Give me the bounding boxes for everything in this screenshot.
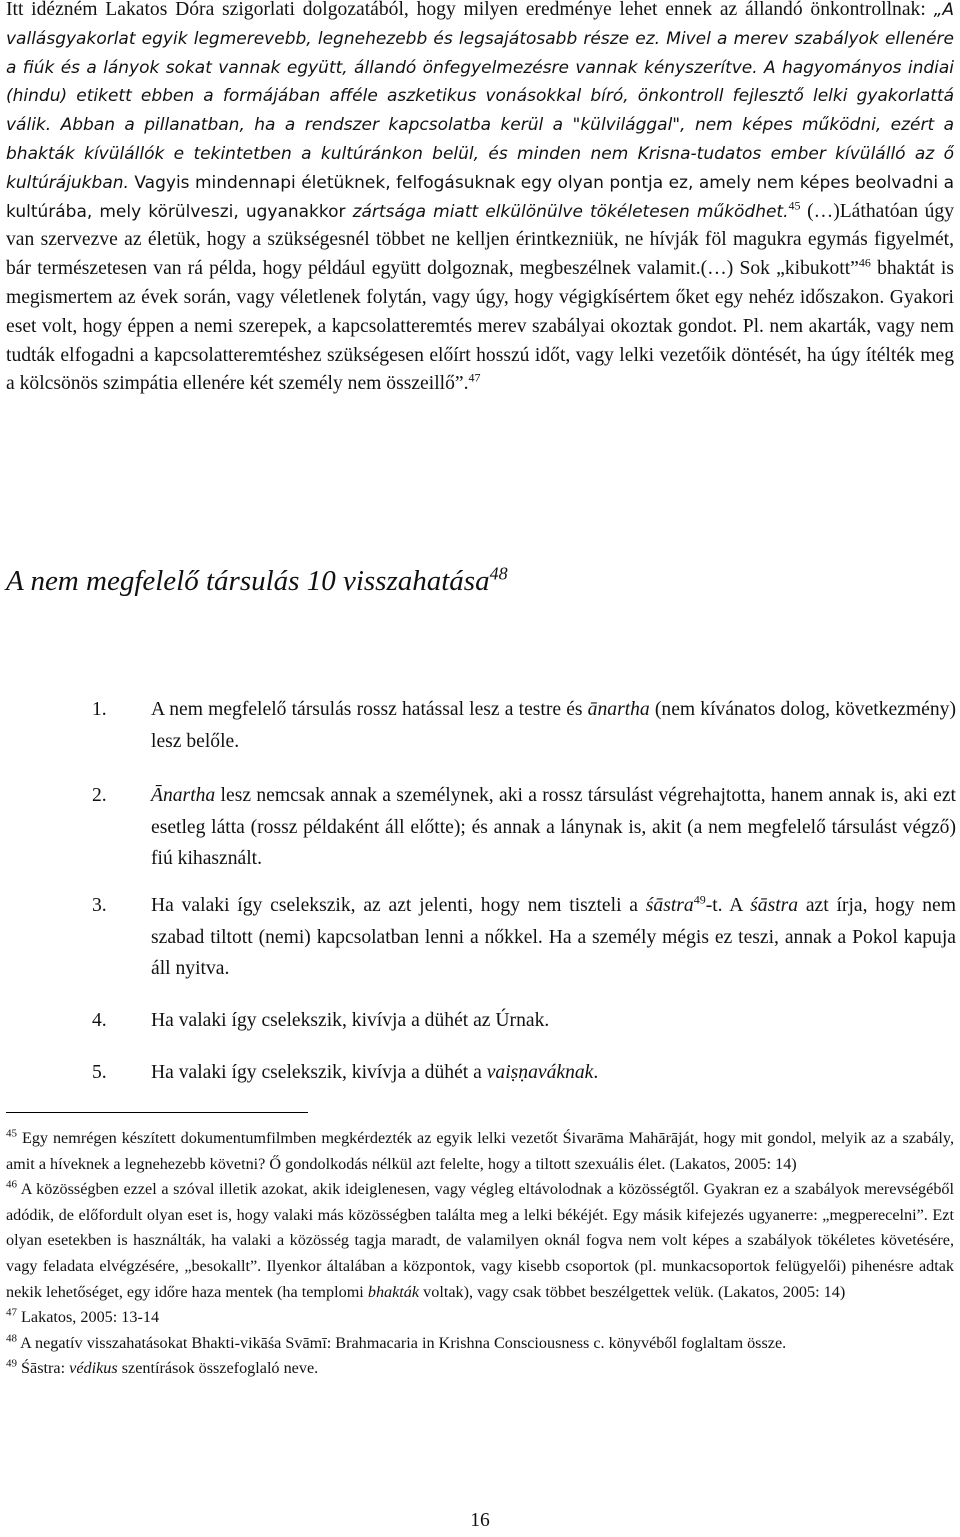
list-item: [92, 890, 956, 985]
list-item-number: 4.: [92, 1010, 107, 1031]
footnote-49: $^{49}$ Śāstra: védikus szentírások összefoglaló neve.: [6, 1357, 319, 1378]
list-item-text: Ha valaki így cselekszik, az azt jelenti, hogy nem tiszteli a śāstra$^{49}$-t. A śāstra azt írja, hogy nem szabad tiltott (nemi) kapcsolatban lenni a nőkkel. Ha a személy mégis ez teszi, annak a Pokol kapuja áll nyitva.: [151, 892, 956, 979]
footnotes: [6, 1126, 954, 1382]
footnote-45: $^{45}$ Egy nemrégen készített dokumentumfilmben megkérdezték az egyik lelki vezetőt Śivarāma Mahārāját, hogy mit gondol, melyik az a szabály, amit a híveknek a legnehezebb követni? Ő gondolkodás nélkül azt felelte, hogy a tiltott szexuális élet. (Lakatos, 2005: 14): [6, 1127, 954, 1173]
list-item-text: Ānartha lesz nemcsak annak a személynek, aki a rossz társulást végrehajtotta, hanem annak is, aki ezt esetleg látta (rossz példaként áll előtte); és annak a lánynak is, akit (a nem megfelelő társulást végző) fiú kihasznált.: [151, 785, 956, 869]
footnote-47: $^{47}$ Lakatos, 2005: 13-14: [6, 1306, 160, 1327]
body-paragraph: [6, 0, 954, 399]
quotation-part-2: Vagyis mindennapi életüknek, felfogásuknak egy olyan pontja ez, amely nem képes beolvadni a kultúrába, mely körülveszi, ugyanakkor: [6, 172, 954, 222]
list-item: [92, 1005, 956, 1037]
list-item-text: Ha valaki így cselekszik, kivívja a dühét az Úrnak.: [151, 1010, 550, 1031]
section-heading-text: A nem megfelelő társulás 10 visszahatása: [6, 565, 490, 597]
intro-text: Itt idézném Lakatos Dóra szigorlati dolgozatából, hogy milyen eredménye lehet ennek az állandó önkontrollnak:: [6, 0, 934, 20]
footnote-ref-45[interactable]: 45: [788, 198, 801, 213]
footnote-ref-48[interactable]: 48: [489, 563, 508, 584]
list-item: [92, 1057, 956, 1089]
page-number: 16: [470, 1510, 490, 1531]
footnote-ref-49[interactable]: 49: [693, 892, 706, 907]
footnote-48: $^{48}$ A negatív visszahatásokat Bhakti-vikāśa Svāmī: Brahmacaria in Krishna Consciousness c. könyvéből foglaltam össze.: [6, 1332, 787, 1352]
list-item-number: 3.: [92, 895, 107, 916]
footnote-46: $^{46}$ A közösségben ezzel a szóval illetik azokat, akik ideiglenesen, vagy végleg eltávolodnak a közösségtől. Gyakran ez a szabályok merevségéből adódik, de előfordult olyan eset is, hogy valaki más közösségben találta meg a lelki békéjét. Egy másik kifejezés ugyanerre: „megperecelni”. Ezt olyan esetekben is használták, ha valaki a közösség tagja maradt, de valamilyen oknál fogva nem volt képes a szabályok tökéletes követésére, vagy feladata elvégzésére, „besokallt”. Ilyenkor általában a központok, vagy kisebb csoportok (pl. munkacsoportok felügyelői) pihenésre adtak nekik lehetőséget, egy időre haza mentek (ha templomi bhakták voltak), vagy csak többet beszélgettek velük. (Lakatos, 2005: 14): [6, 1178, 954, 1301]
list-item: [92, 694, 956, 757]
section-heading: [6, 562, 508, 600]
list-item-text: Ha valaki így cselekszik, kivívja a dühét a vaiṣṇaváknak.: [151, 1062, 599, 1083]
quotation-part-3: zártsága miatt elkülönülve tökéletesen működhet.: [352, 201, 789, 222]
footnote-ref-46[interactable]: 46: [858, 255, 871, 270]
list-item-number: 2.: [92, 785, 107, 806]
quotation-part-1: „A vallásgyakorlat egyik legmerevebb, legnehezebb és legsajátosabb része ez. Mivel a merev szabályok ellenére a fiúk és a lányok sokat vannak együtt, állandó önfegyelmezésre vannak kényszerítve. A hagyományos indiai (hindu) etikett ebben a formájában afféle aszketikus vonásokkal bíró, önkontroll fejlesztő lelki gyakorlattá válik. Abban a pillanatban, ha a rendszer kapcsolatba kerül a "külvilággal", nem képes működni, ezért a bhakták kívülállók e tekintetben a kultúránkon belül, és minden nem Krisna-tudatos ember kívülálló az ő kultúrájukban.: [6, 0, 954, 193]
footnote-ref-47[interactable]: 47: [468, 370, 481, 385]
quotation-part-5: bhaktát is megismertem az évek során, vagy véletlenek folytán, vagy úgy, hogy végigkísértem őket egy nehéz időszakon. Gyakori eset volt, hogy éppen a nemi szerepek, a kapcsolatteremtés merev szabályai okoztak gondot. Pl. nem akarták, vagy nem tudták elfogadni a kapcsolatteremtéshez szükségesen előírt hosszú időt, vagy lelki vezetőik döntését, ha úgy ítélték meg a kölcsönös szimpátia ellenére két személy nem összeillő”.: [6, 258, 954, 395]
quotation-part-4: (…)Láthatóan úgy van szervezve az életük, hogy a szükségesnél többet ne kelljen érintkezniük, ne hívják föl magukra egymás figyelmét, bár természetesen van rá példa, hogy például együtt dolgoznak, megbeszélnek valamit.(…) Sok „kibukott”: [6, 200, 954, 280]
list-item-text: A nem megfelelő társulás rossz hatással lesz a testre és ānartha (nem kívánatos dolog, következmény) lesz belőle.: [151, 699, 956, 752]
list-item: [92, 780, 956, 875]
list-item-number: 5.: [92, 1062, 107, 1083]
list-item-number: 1.: [92, 699, 107, 720]
footnote-separator: [6, 1112, 308, 1113]
